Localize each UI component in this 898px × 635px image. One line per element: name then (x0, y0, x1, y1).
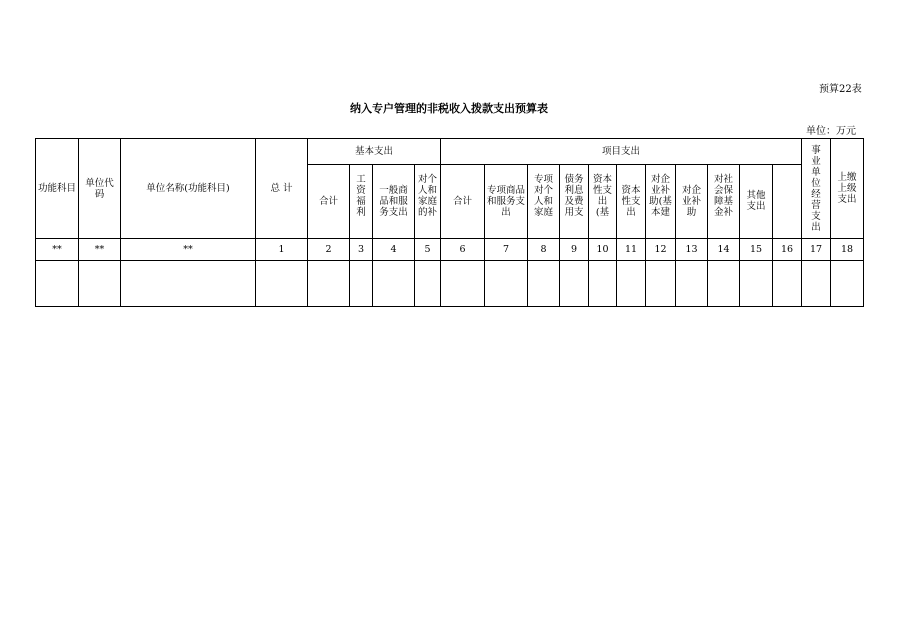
header-project-expenditure: 项目支出 (441, 139, 802, 165)
table-cell (121, 261, 256, 307)
table-cell (308, 261, 350, 307)
table-cell (350, 261, 373, 307)
header-project-sum: 合计 (441, 164, 485, 238)
col-number: 6 (441, 239, 485, 261)
header-other: 其他支出 (740, 164, 773, 238)
col-number: 18 (831, 239, 864, 261)
col-number: 2 (308, 239, 350, 261)
header-remit-upper: 上缴上级支出 (831, 139, 864, 239)
header-wages-text: 工资福利 (356, 174, 366, 219)
header-unit-code: 单位代码 (79, 139, 121, 239)
col-number: 11 (617, 239, 646, 261)
col-number: 3 (350, 239, 373, 261)
header-enterprise-subsidy-construct-text: 对企业补助(基本建 (649, 174, 672, 219)
header-social-security-text: 对社会保障基金补 (714, 174, 734, 219)
col-number: 5 (415, 239, 441, 261)
table-cell (256, 261, 308, 307)
col-number: 9 (560, 239, 589, 261)
table-row (36, 261, 864, 307)
col-number: 17 (802, 239, 831, 261)
col-number: 8 (528, 239, 560, 261)
header-capital-basic (589, 164, 617, 238)
table-cell (415, 261, 441, 307)
col-number: 1 (256, 239, 308, 261)
table-cell (617, 261, 646, 307)
col-number: ** (121, 239, 256, 261)
table-cell (373, 261, 415, 307)
header-special-individuals (528, 164, 560, 238)
table-cell (79, 261, 121, 307)
header-unit-name: 单位名称(功能科目) (121, 139, 256, 239)
table-cell (646, 261, 676, 307)
table-cell (560, 261, 589, 307)
col-number: 4 (373, 239, 415, 261)
header-capital-basic-text: 资本性支出(基 (593, 174, 613, 219)
table-cell (528, 261, 560, 307)
col-number: ** (36, 239, 79, 261)
header-special-individuals-text: 专项对个人和家庭 (534, 174, 554, 219)
header-debt-interest (560, 164, 589, 238)
table-cell (773, 261, 802, 307)
header-total: 总 计 (256, 139, 308, 239)
col-number: 15 (740, 239, 773, 261)
header-debt-interest-text: 债务利息及费用支 (564, 174, 584, 219)
col-number: 10 (589, 239, 617, 261)
col-number: ** (79, 239, 121, 261)
col-number: 7 (485, 239, 528, 261)
header-func-subject: 功能科目 (36, 139, 79, 239)
column-number-row (36, 239, 864, 261)
header-basic-expenditure: 基本支出 (308, 139, 441, 165)
header-business-unit: 事业单位经营支出 (802, 139, 831, 239)
table-cell (676, 261, 708, 307)
page-title: 纳入专户管理的非税收入拨款支出预算表 (350, 102, 548, 115)
header-special-goods: 专项商品和服务支出 (485, 164, 528, 238)
header-enterprise-subsidy: 对企业补助 (676, 164, 708, 238)
header-wages (350, 164, 373, 238)
header-to-individuals-text: 对个人和家庭的补 (418, 174, 438, 219)
col-number: 16 (773, 239, 802, 261)
table-cell (802, 261, 831, 307)
header-enterprise-subsidy-construct (646, 164, 676, 238)
header-capital: 资本性支出 (617, 164, 646, 238)
col-number: 12 (646, 239, 676, 261)
unit-label: 单位：万元 (806, 126, 856, 137)
header-social-security (708, 164, 740, 238)
table-cell (441, 261, 485, 307)
budget-table (35, 138, 864, 307)
table-cell (740, 261, 773, 307)
header-goods-services: 一般商品和服务支出 (373, 164, 415, 238)
header-to-individuals (415, 164, 441, 238)
col-number: 14 (708, 239, 740, 261)
table-cell (589, 261, 617, 307)
table-cell (485, 261, 528, 307)
header-row-group (36, 139, 864, 165)
form-number: 预算22表 (819, 84, 862, 95)
table-cell (831, 261, 864, 307)
header-basic-sum: 合计 (308, 164, 350, 238)
table-cell (708, 261, 740, 307)
table-cell (36, 261, 79, 307)
col-number: 13 (676, 239, 708, 261)
